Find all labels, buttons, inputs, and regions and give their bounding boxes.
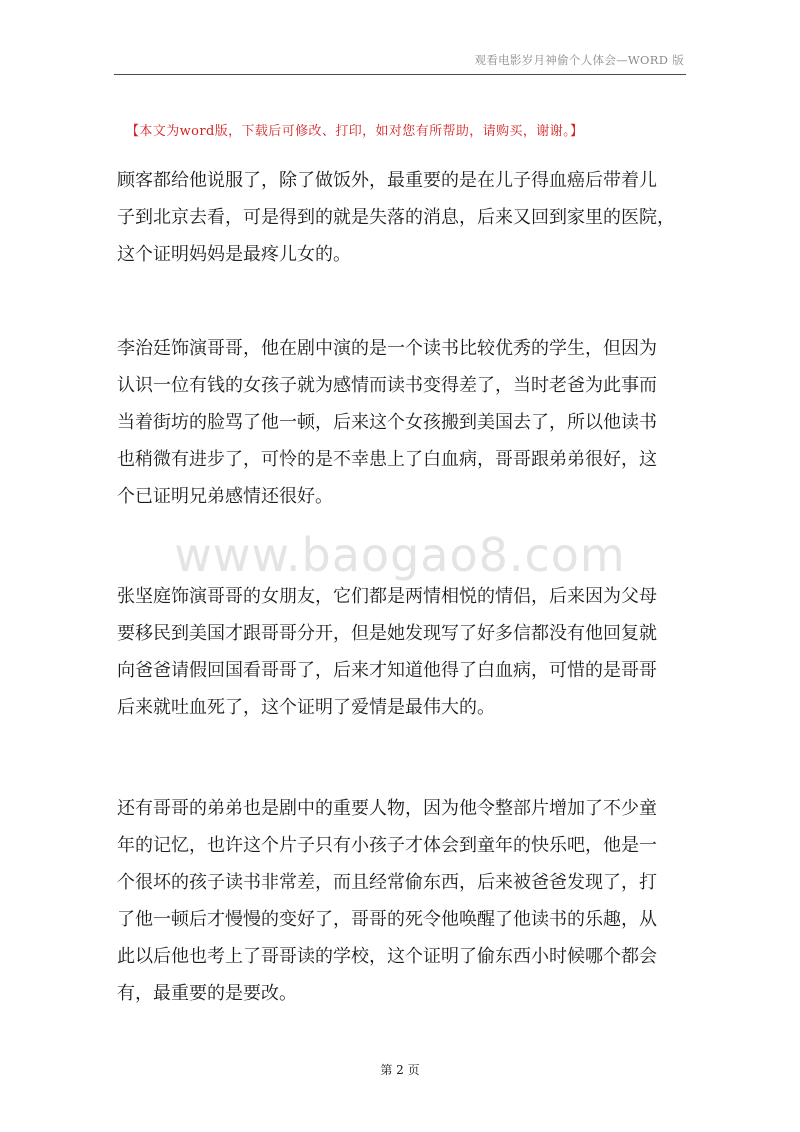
- paragraph-line: 个已证明兄弟感情还很好。: [117, 486, 333, 507]
- paragraph-line: 李治廷饰演哥哥，他在剧中演的是一个读书比较优秀的学生，但因为: [117, 338, 657, 359]
- paragraph-line: 认识一位有钱的女孩子就为感情而读书变得差了，当时老爸为此事而: [117, 375, 657, 396]
- paragraph-line: 向爸爸请假回国看哥哥了，后来才知道他得了白血病，可惜的是哥哥: [117, 660, 657, 681]
- paragraph-line: 子到北京去看，可是得到的就是失落的消息，后来又回到家里的医院，: [117, 207, 675, 228]
- page-number: 第 2 页: [380, 1063, 420, 1077]
- paragraph-line: 此以后他也考上了哥哥读的学校，这个证明了偷东西小时候哪个都会: [117, 946, 657, 967]
- paragraph-3: [117, 578, 683, 726]
- paragraph-line: 也稍微有进步了，可怜的是不幸患上了白血病，哥哥跟弟弟很好，这: [117, 449, 657, 470]
- site-watermark: www.baogao8.com: [174, 528, 626, 582]
- paragraph-2: [117, 330, 683, 515]
- paragraph-1: [117, 162, 683, 273]
- paragraph-line: 要移民到美国才跟哥哥分开，但是她发现写了好多信都没有他回复就: [117, 623, 657, 644]
- paragraph-line: 这个证明妈妈是最疼儿女的。: [117, 244, 351, 265]
- purchase-notice: 【本文为word版，下载后可修改、打印，如对您有所帮助，请购买，谢谢。】: [126, 124, 584, 139]
- paragraph-line: 当着街坊的脸骂了他一顿，后来这个女孩搬到美国去了，所以他读书: [117, 412, 657, 433]
- paragraph-line: 后来就吐血死了，这个证明了爱情是最伟大的。: [117, 697, 495, 718]
- paragraph-line: 个很坏的孩子读书非常差，而且经常偷东西，后来被爸爸发现了，打: [117, 872, 657, 893]
- paragraph-line: 顾客都给他说服了，除了做饭外，最重要的是在儿子得血癌后带着儿: [117, 170, 657, 191]
- paragraph-line: 了他一顿后才慢慢的变好了，哥哥的死令他唤醒了他读书的乐趣，从: [117, 909, 657, 930]
- running-header-title: 观看电影岁月神偷个人体会—WORD 版: [474, 53, 684, 67]
- paragraph-line: 年的记忆，也许这个片子只有小孩子才体会到童年的快乐吧，他是一: [117, 835, 657, 856]
- paragraph-line: 有，最重要的是要改。: [117, 983, 297, 1004]
- header-divider: [114, 74, 686, 75]
- paragraph-4: [117, 790, 683, 1012]
- paragraph-line: 还有哥哥的弟弟也是剧中的重要人物，因为他令整部片增加了不少童: [117, 798, 657, 819]
- paragraph-line: 张坚庭饰演哥哥的女朋友，它们都是两情相悦的情侣，后来因为父母: [117, 586, 657, 607]
